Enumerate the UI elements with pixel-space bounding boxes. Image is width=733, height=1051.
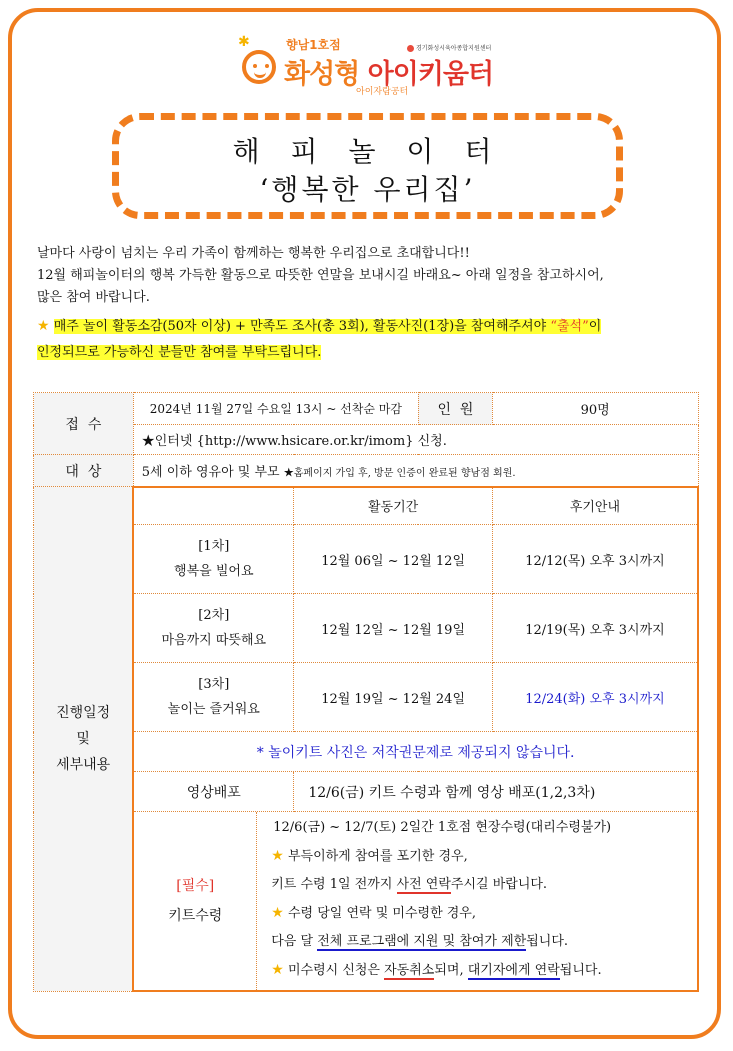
video-value: 12/6(금) 키트 수령과 함께 영상 배포(1,2,3차) [294, 772, 698, 812]
period-3: 12월 19일 ~ 12월 24일 [294, 663, 493, 732]
target-label: 대 상 [34, 455, 134, 487]
reception-date: 2024년 11월 27일 수요일 13시 ~ 선착순 마감 [133, 393, 418, 425]
period-2: 12월 12일 ~ 12월 19일 [294, 594, 493, 663]
schedule-label: 진행일정 및 세부내용 [34, 487, 134, 992]
photo-notice: * 놀이키트 사진은 저작권문제로 제공되지 않습니다. [133, 732, 698, 772]
kit-line: ★ 수령 당일 연락 및 미수령한 경우, [271, 905, 477, 921]
intro-text [37, 243, 707, 366]
kit-line: ★ 부득이하게 참여를 포기한 경우, [271, 848, 468, 864]
kit-line: ★ 미수령시 신청은 자동취소되며, 대기자에게 연락됩니다. [271, 962, 602, 978]
capacity-value: 90명 [492, 393, 698, 425]
intro-line: 날마다 사랑이 넘치는 우리 가족이 함께하는 행복한 우리집으로 초대합니다!! [37, 246, 470, 261]
logo-name: 화성형 아이키움터 [284, 59, 494, 90]
kit-section [133, 812, 698, 992]
target: 5세 이하 영유아 및 부모 ★홈페이지 가입 후, 방문 인증이 완료된 향남점 회원. [133, 455, 698, 487]
smile-face-icon [242, 50, 276, 84]
info-table [33, 392, 699, 992]
kit-line: 다음 달 전체 프로그램에 지원 및 참여가 제한됩니다. [271, 934, 569, 949]
kit-label: [필수] 키트수령 [134, 812, 257, 990]
round-3: [3차] 놀이는 즐거워요 [133, 663, 294, 732]
title-sub: ‘행복한 우리집’ [259, 173, 476, 206]
star-icon: ★ [271, 905, 284, 921]
title-main: 해 피 놀 이 터 [232, 135, 503, 168]
star-icon: ★ [37, 318, 50, 334]
video-label: 영상배포 [133, 772, 294, 812]
logo-sub: 아이자람공터 [356, 87, 409, 97]
header-blank [133, 487, 294, 525]
apply-method: ★인터넷 {http://www.hsicare.or.kr/imom} 신청. [133, 425, 698, 455]
round-1: [1차] 행복을 빌어요 [133, 525, 294, 594]
review-2: 12/19(목) 오후 3시까지 [492, 594, 698, 663]
col-period: 활동기간 [294, 487, 493, 525]
logo-branch: 향남1호점 [286, 38, 341, 52]
kit-details [257, 812, 611, 990]
review-3: 12/24(화) 오후 3시까지 [492, 663, 698, 732]
round-2: [2차] 마음까지 따뜻해요 [133, 594, 294, 663]
col-review: 후기안내 [492, 487, 698, 525]
reception-label: 접 수 [34, 393, 134, 455]
period-1: 12월 06일 ~ 12월 12일 [294, 525, 493, 594]
star-icon: ★ [271, 848, 284, 864]
kit-line: 12/6(금) ~ 12/7(토) 2일간 1호점 현장수령(대리수령불가) [273, 820, 612, 835]
review-1: 12/12(목) 오후 3시까지 [492, 525, 698, 594]
org-name: 경기화성시육아종합지원센터 [407, 43, 491, 52]
capacity-label: 인 원 [418, 393, 492, 425]
intro-line: 많은 참여 바랍니다. [37, 290, 150, 305]
star-icon: ★ [271, 962, 284, 978]
title-box [112, 113, 623, 219]
org-logo-icon [407, 45, 414, 52]
star-icon: ✱ [238, 34, 250, 50]
attendance-notice: ★ 매주 놀이 활동소감(50자 이상) + 만족도 조사(총 3회), 활동사진(1장)을 참여해주셔야 “출석”이 인정되므로 가능하신 분들만 참여를 부탁드립니다. [37, 318, 602, 360]
kit-line: 키트 수령 1일 전까지 사전 연락주시길 바랍니다. [271, 877, 548, 892]
intro-line: 12월 해피놀이터의 행복 가득한 활동으로 따뜻한 연말을 보내시길 바래요~ 아래 일정을 참고하시어, [37, 268, 604, 283]
